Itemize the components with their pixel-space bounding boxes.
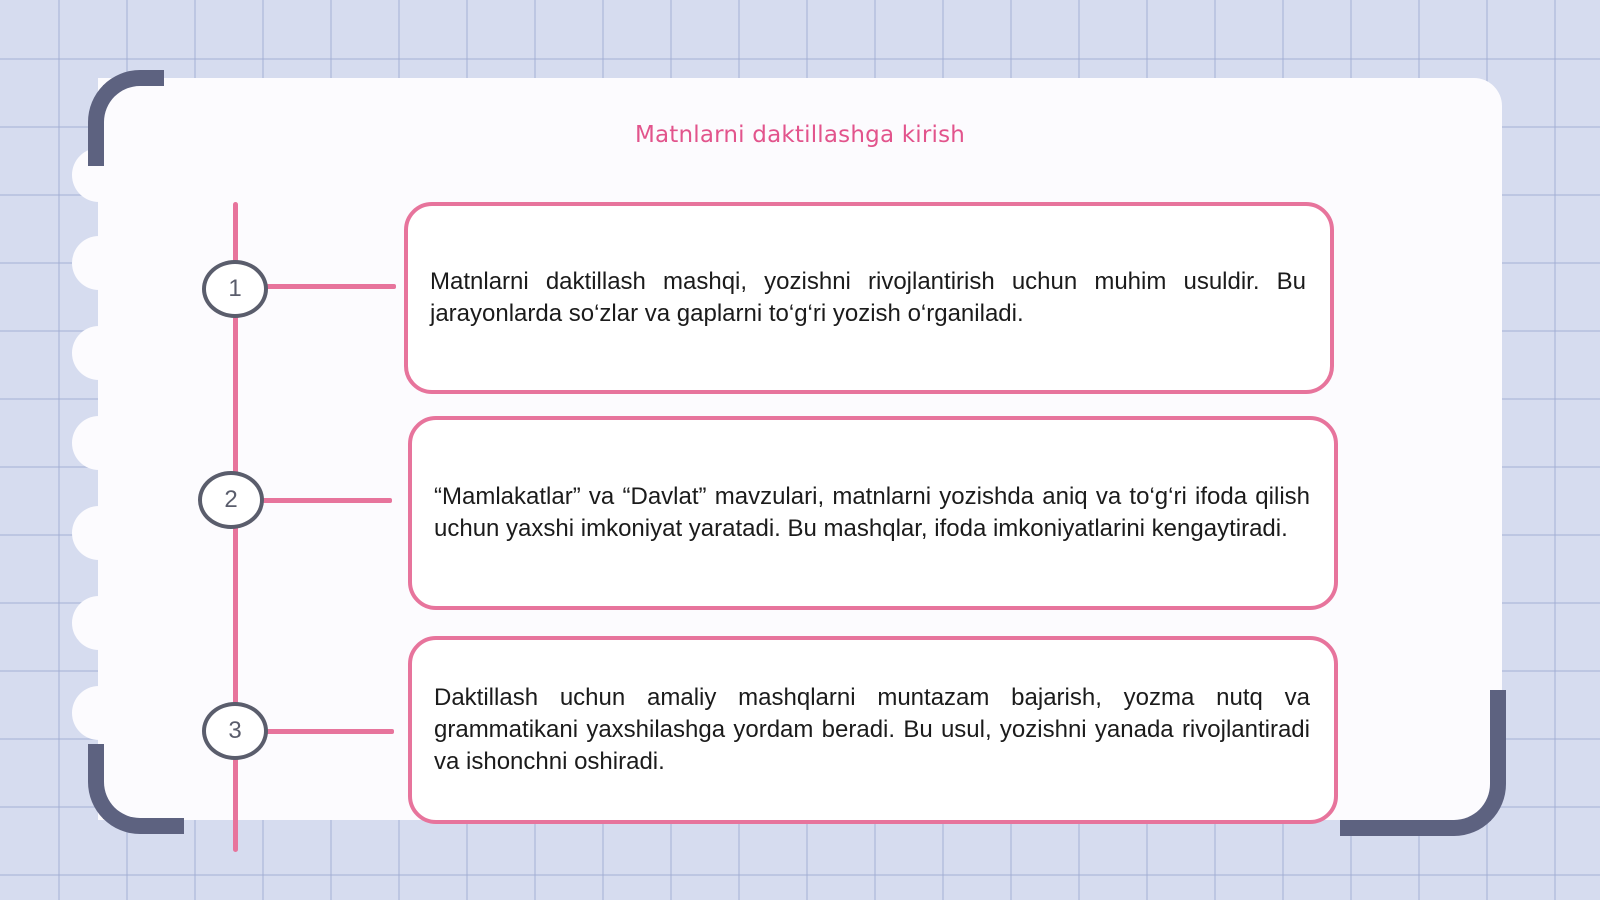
step-number: 1 — [228, 275, 242, 302]
sheet-scallop — [72, 596, 126, 650]
sheet-scallop — [72, 686, 126, 740]
step-card-text: “Mamlakatlar” va “Davlat” mavzulari, matnlarni yozishda aniq va to‘g‘ri ifoda qilish uchun yaxshi imkoniyat yaratadi. Bu mashqlar, ifoda imkoniyatlarini kengaytiradi. — [434, 483, 1310, 542]
step-card — [408, 636, 1338, 824]
timeline-connector — [266, 729, 394, 734]
step-number-circle — [198, 471, 264, 529]
corner-bracket-bottom-right — [1340, 690, 1506, 836]
step-number: 2 — [224, 486, 238, 513]
corner-bracket-bottom-left — [88, 744, 184, 834]
step-number: 3 — [228, 717, 242, 744]
step-number-circle — [202, 702, 268, 760]
timeline-connector — [266, 284, 396, 289]
sheet-scallop — [72, 506, 126, 560]
slide-title: Matnlarni daktillashga kirish — [634, 122, 966, 148]
step-card — [408, 416, 1338, 610]
timeline-connector — [262, 498, 392, 503]
step-card-text: Daktillash uchun amaliy mashqlarni muntazam bajarish, yozma nutq va grammatikani yaxshilashga yordam beradi. Bu usul, yozishni yanada rivojlantiradi va ishonchni oshiradi. — [434, 684, 1310, 775]
sheet-scallop — [72, 236, 126, 290]
sheet-scallop — [72, 416, 126, 470]
step-number-circle — [202, 260, 268, 318]
step-card — [404, 202, 1334, 394]
step-card-text: Matnlarni daktillash mashqi, yozishni rivojlantirish uchun muhim usuldir. Bu jarayonlarda so‘zlar va gaplarni to‘g‘ri yozish o‘rganiladi. — [430, 268, 1306, 327]
sheet-scallop — [72, 326, 126, 380]
